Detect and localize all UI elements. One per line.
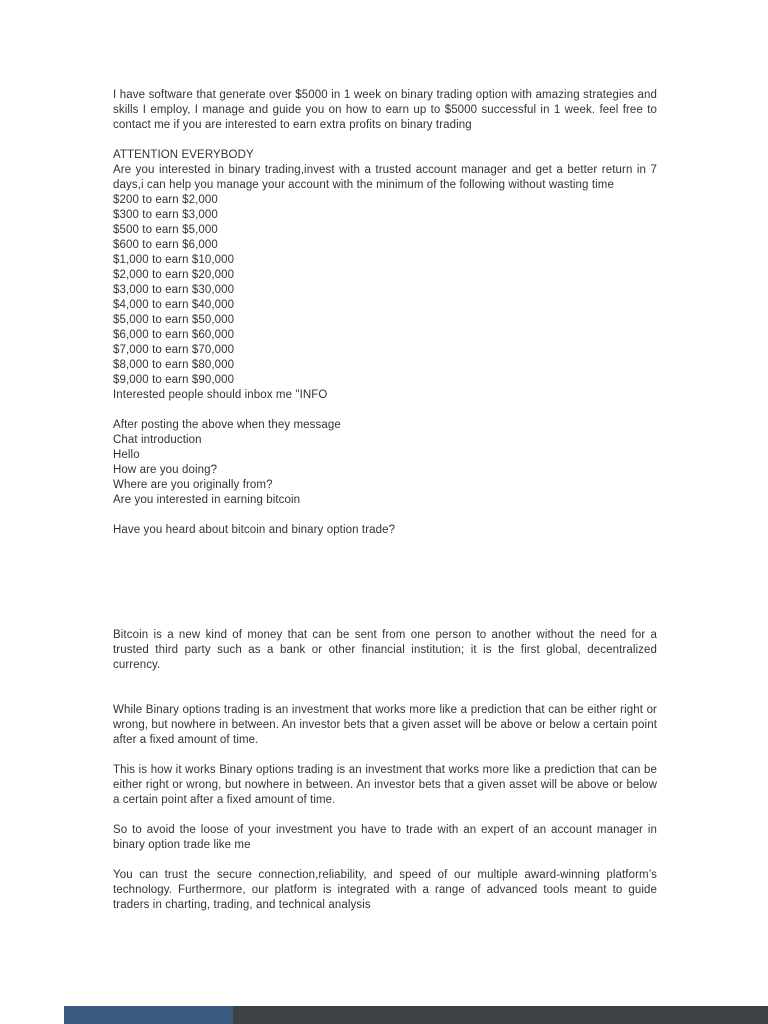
earnings-list bbox=[113, 193, 657, 403]
text-line: How are you doing? bbox=[113, 464, 218, 476]
attention-heading: ATTENTION EVERYBODY bbox=[113, 149, 254, 161]
avoid-loss-paragraph: So to avoid the loose of your investment you have to trade with an expert of an account manager in binary option trade like me bbox=[113, 824, 657, 851]
platform-paragraph: You can trust the secure connection,reliability, and speed of our multiple award-winning platform’s technology. Furthermore, our platform is integrated with a range of advanced tools meant to guide traders in charting, trading, and technical analysis bbox=[113, 869, 657, 911]
text-line: $8,000 to earn $80,000 bbox=[113, 359, 235, 371]
bitcoin-paragraph: Bitcoin is a new kind of money that can be sent from one person to another without the need for a trusted third party such as a bank or other financial institution; it is the first global, decentralized currency. bbox=[113, 629, 657, 671]
binary-options-paragraph: While Binary options trading is an investment that works more like a prediction that can be either right or wrong, but nowhere in between. An investor bets that a given asset will be above or below a certain point after a fixed amount of time. bbox=[113, 704, 657, 746]
how-it-works-paragraph: This is how it works Binary options trading is an investment that works more like a prediction that can be either right or wrong, but nowhere in between. An investor bets that a given asset will be above or below a certain point after a fixed amount of time. bbox=[113, 764, 657, 806]
reading-progress-track[interactable] bbox=[64, 1006, 768, 1024]
chat-script-lines bbox=[113, 418, 657, 508]
text-line: $300 to earn $3,000 bbox=[113, 209, 218, 221]
attention-paragraph: Are you interested in binary trading,invest with a trusted account manager and get a better return in 7 days,i can help you manage your account with the minimum of the following without wasting time bbox=[113, 164, 657, 191]
text-line: $6,000 to earn $60,000 bbox=[113, 329, 235, 341]
text-line: $2,000 to earn $20,000 bbox=[113, 269, 235, 281]
question-line: Have you heard about bitcoin and binary option trade? bbox=[113, 524, 396, 536]
text-line: $5,000 to earn $50,000 bbox=[113, 314, 235, 326]
text-line: $3,000 to earn $30,000 bbox=[113, 284, 235, 296]
text-line: $200 to earn $2,000 bbox=[113, 194, 218, 206]
text-line: $7,000 to earn $70,000 bbox=[113, 344, 235, 356]
text-line: $600 to earn $6,000 bbox=[113, 239, 218, 251]
text-line: Where are you originally from? bbox=[113, 479, 273, 491]
text-line: Are you interested in earning bitcoin bbox=[113, 494, 301, 506]
text-line: $500 to earn $5,000 bbox=[113, 224, 218, 236]
text-line: Interested people should inbox me "INFO bbox=[113, 389, 328, 401]
text-line: Chat introduction bbox=[113, 434, 202, 446]
text-line: Hello bbox=[113, 449, 140, 461]
reading-progress-fill bbox=[64, 1006, 233, 1024]
text-line: After posting the above when they message bbox=[113, 419, 341, 431]
text-line: $9,000 to earn $90,000 bbox=[113, 374, 235, 386]
intro-paragraph: I have software that generate over $5000 in 1 week on binary trading option with amazing strategies and skills I employ, I manage and guide you on how to earn up to $5000 successful in 1 week. feel free to contact me if you are interested to earn extra profits on binary trading bbox=[113, 89, 657, 131]
text-line: $4,000 to earn $40,000 bbox=[113, 299, 235, 311]
text-line: $1,000 to earn $10,000 bbox=[113, 254, 235, 266]
document-text bbox=[113, 88, 657, 913]
